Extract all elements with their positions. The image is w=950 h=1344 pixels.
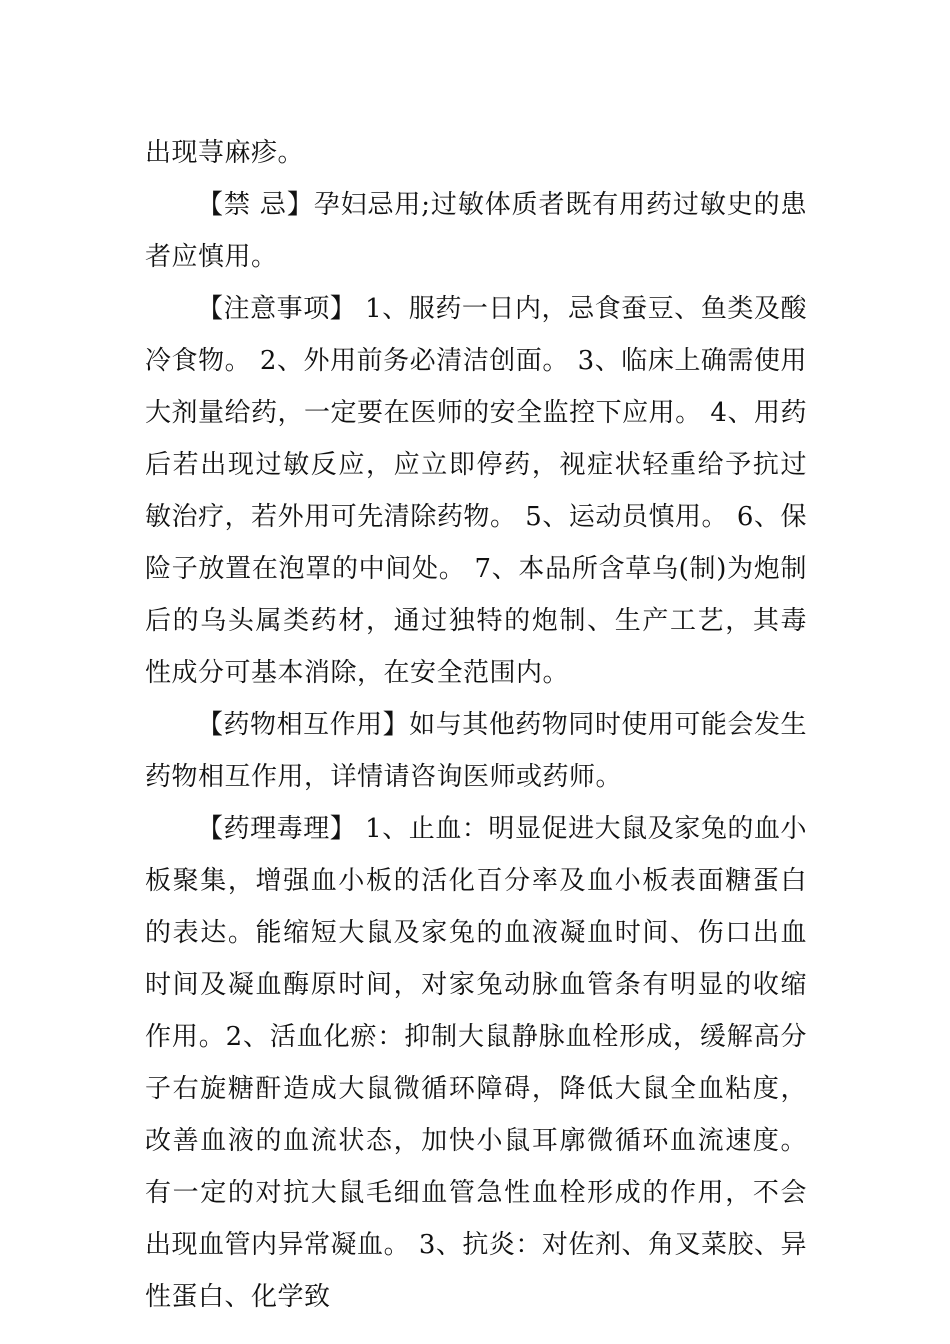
paragraph-continued: 出现荨麻疹。 — [145, 138, 305, 168]
paragraph-pharmacology-toxicology: 【药理毒理】 1、止血：明显促进大鼠及家兔的血小板聚集，增强血小板的活化百分率及血小板表面糖蛋白的表达。能缩短大鼠及家兔的血液凝血时间、伤口出血时间及凝血酶原时间，对家兔动脉血管条有明显的收缩作用。2、活血化瘀：抑制大鼠静脉血栓形成，缓解高分子右旋糖酐造成大鼠微循环障碍，降低大鼠全血粘度，改善血液的血流状态，加快小鼠耳廓微循环血流速度。有一定的对抗大鼠毛细血管急性血栓形成的作用，不会出现血管内异常凝血。 3、抗炎：对佐剂、角叉菜胶、异性蛋白、化学致 — [145, 814, 807, 1312]
paragraph-contraindications: 【禁 忌】孕妇忌用;过敏体质者既有用药过敏史的患者应慎用。 — [145, 190, 807, 272]
paragraph-precautions: 【注意事项】 1、服药一日内，忌食蚕豆、鱼类及酸冷食物。 2、外用前务必清洁创面。 3、临床上确需使用大剂量给药，一定要在医师的安全监控下应用。 4、用药后若出现过敏反应，应立即停药，视症状轻重给予抗过敏治疗，若外用可先清除药物。 5、运动员慎用。 6、保险子放置在泡罩的中间处。 7、本品所含草乌(制)为炮制后的乌头属类药材，通过独特的炮制、生产工艺，其毒性成分可基本消除，在安全范围内。 — [145, 294, 807, 688]
paragraph-drug-interactions: 【药物相互作用】如与其他药物同时使用可能会发生药物相互作用，详情请咨询医师或药师。 — [145, 710, 807, 792]
document-body — [145, 127, 807, 1323]
